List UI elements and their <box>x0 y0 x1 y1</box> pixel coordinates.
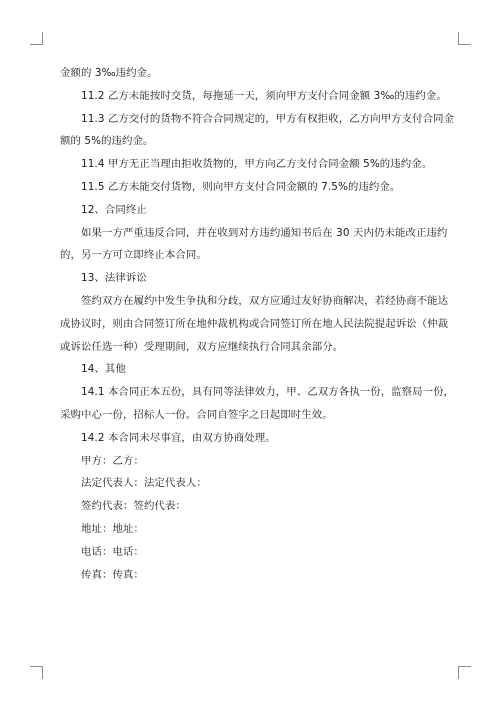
text-line: 或诉讼任选一种）受理期间，双方应继续执行合同其余部分。 <box>60 340 344 353</box>
section-heading: 13、法律诉讼 <box>81 272 147 285</box>
section-heading: 12、合同终止 <box>81 203 147 216</box>
text-line: 11.4 甲方无正当理由拒收货物的，甲方向乙方支付合同金额 5%的违约金。 <box>81 158 433 171</box>
crop-mark-top-right <box>458 32 471 45</box>
text-line: 成协议时，则由合同签订所在地仲裁机构或合同签订所在地人民法院提起诉讼（仲裁 <box>60 317 449 330</box>
text-line: 额的 5%的违约金。 <box>60 135 154 148</box>
signature-field-signing-rep: 签约代表：签约代表： <box>81 500 186 513</box>
crop-mark-bottom-left <box>30 666 43 679</box>
text-line: 金额的 3‰违约金。 <box>60 67 158 79</box>
signature-field-party: 甲方：乙方： <box>81 454 144 467</box>
text-line: 的，另一方可立即终止本合同。 <box>60 249 207 262</box>
document-body <box>60 62 455 586</box>
signature-field-fax: 传真：传真： <box>81 568 144 581</box>
text-line: 如果一方严重违反合同，并在收到对方违约通知书后在 30 天内仍未能改正违约 <box>81 226 448 239</box>
signature-field-address: 地址：地址： <box>81 522 144 535</box>
crop-mark-top-left <box>30 32 43 45</box>
text-line: 采购中心一份，招标人一份。合同自签字之日起即时生效。 <box>60 408 333 421</box>
signature-field-legal-rep: 法定代表人：法定代表人： <box>81 477 207 490</box>
text-line: 11.5 乙方未能交付货物，则向甲方支付合同金额的 7.5%的违约金。 <box>81 180 401 193</box>
crop-mark-bottom-right <box>458 666 471 679</box>
signature-field-phone: 电话：电话： <box>81 545 144 558</box>
text-line: 11.3 乙方交付的货物不符合合同规定的，甲方有权拒收，乙方向甲方支付合同金 <box>81 112 455 125</box>
text-line: 11.2 乙方未能按时交货，每拖延一天，须向甲方支付合同金额 3‰的违约金。 <box>81 89 447 102</box>
text-line: 14.1 本合同正本五份，具有同等法律效力，甲、乙双方各执一份，监察局一份， <box>81 386 455 399</box>
text-line: 14.2 本合同未尽事宜，由双方协商处理。 <box>81 431 276 444</box>
section-heading: 14、其他 <box>81 363 126 376</box>
text-line: 签约双方在履约中发生争执和分歧，双方应通过友好协商解决，若经协商不能达 <box>81 294 449 307</box>
